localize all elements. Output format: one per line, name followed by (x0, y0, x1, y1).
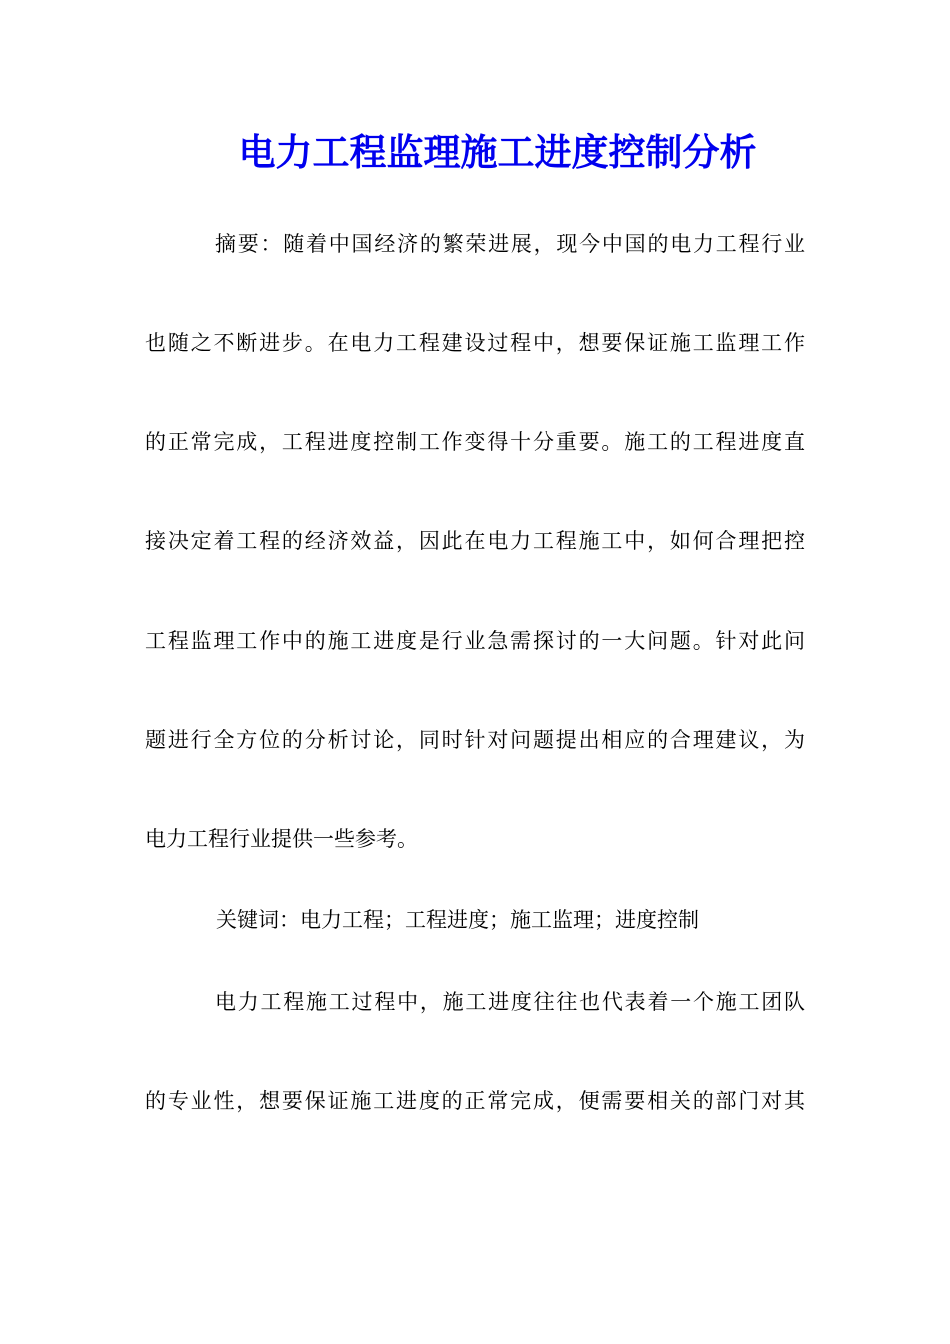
abstract-line-1: 摘要：随着中国经济的繁荣进展，现今中国的电力工程行业 (215, 232, 805, 256)
abstract-line-7: 电力工程行业提供一些参考。 (145, 827, 418, 851)
abstract-line-4: 接决定着工程的经济效益，因此在电力工程施工中，如何合理把控 (145, 529, 805, 553)
document-title: 电力工程监理施工进度控制分析 (238, 130, 757, 174)
abstract-line-2: 也随之不断进步。在电力工程建设过程中，想要保证施工监理工作 (145, 331, 805, 355)
abstract-line-6: 题进行全方位的分析讨论，同时针对问题提出相应的合理建议，为 (145, 728, 805, 752)
abstract-line-3: 的正常完成，工程进度控制工作变得十分重要。施工的工程进度直 (145, 430, 805, 454)
body-line-2: 的专业性，想要保证施工进度的正常完成，便需要相关的部门对其 (145, 1089, 805, 1113)
body-line-1: 电力工程施工过程中，施工进度往往也代表着一个施工团队 (215, 990, 805, 1014)
abstract-line-5: 工程监理工作中的施工进度是行业急需探讨的一大问题。针对此问 (145, 629, 805, 653)
keywords-line: 关键词：电力工程；工程进度；施工监理；进度控制 (216, 908, 699, 932)
